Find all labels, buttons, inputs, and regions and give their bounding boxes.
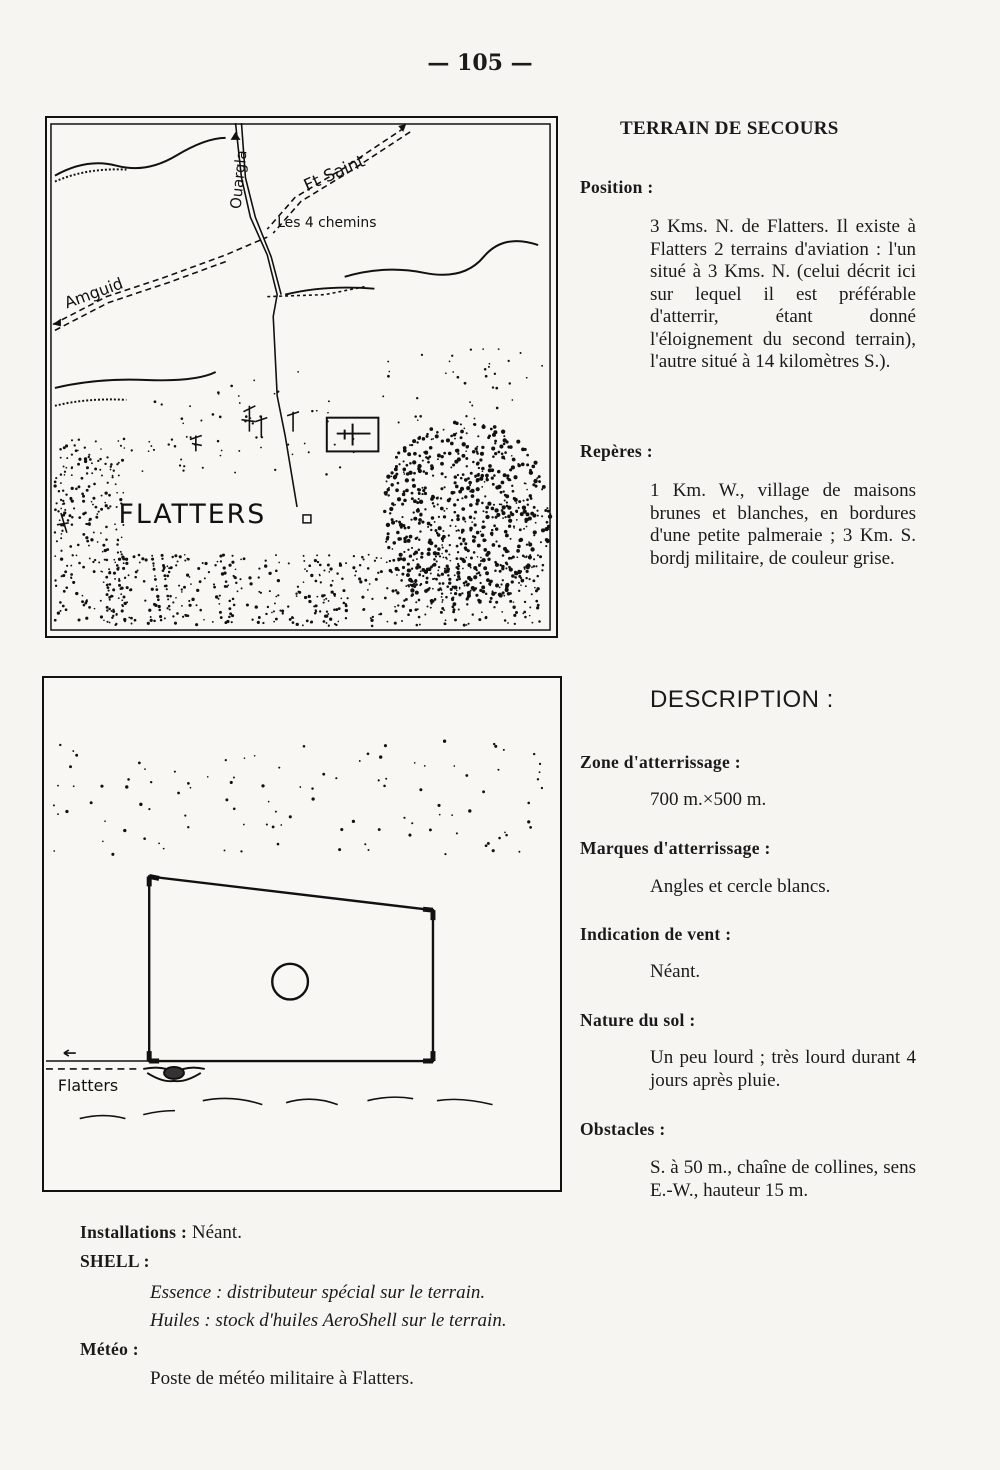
map-inner-frame	[51, 124, 550, 630]
marques-value: Angles et cercle blancs.	[650, 876, 831, 897]
label-ouargla: Ouargla	[226, 149, 251, 210]
marques-label: Marques d'atterrissage :	[580, 838, 771, 858]
description-title: DESCRIPTION :	[650, 686, 834, 713]
label-amguid: Amguid	[61, 273, 126, 313]
label-fort-saint: Ft Saint	[300, 150, 368, 196]
meteo-label: Météo :	[80, 1339, 139, 1359]
shell-emblem-icon	[143, 1067, 205, 1081]
position-text: 3 Kms. N. de Flatters. Il existe à Flatters 2 terrains d'aviation : l'un situé à 3 Kms. N. (celui décrit ici sur lequel il est préférable d'atterrir, étant donné l'éloignement du second terrain), l'autre situé à 14 kilomètres S.).	[650, 216, 916, 372]
arrow-north	[231, 132, 241, 140]
vent-value: Néant.	[650, 961, 701, 982]
sol-value: Un peu lourd ; très lourd durant 4 jours après pluie.	[650, 1047, 916, 1091]
landing-field-outline	[149, 876, 433, 1061]
vent-label: Indication de vent :	[580, 924, 732, 944]
location-map	[45, 116, 558, 638]
section-title-terrain: TERRAIN DE SECOURS	[620, 118, 839, 139]
installations-value: Néant.	[191, 1222, 242, 1243]
essence-label: Essence :	[150, 1282, 223, 1303]
plane-icon	[337, 424, 371, 446]
landing-circle-marker	[272, 964, 308, 1000]
label-flatters-town: FLATTERS	[118, 498, 267, 530]
huiles-label: Huiles	[150, 1310, 200, 1331]
zone-value: 700 m.×500 m.	[650, 789, 767, 810]
field-plan-map	[42, 676, 562, 1192]
field-plan-drawing	[44, 678, 560, 1190]
label-les-4-chemins: Les 4 chemins	[277, 215, 377, 232]
reperes-text: 1 Km. W., village de maisons brunes et blanches, en bordures d'une petite palmeraie ; 3 Km. S. bordj militaire, de couleur grise.	[650, 480, 916, 569]
arrow-to-flatters	[64, 1050, 76, 1056]
page-number: — 105 —	[427, 50, 533, 76]
dune-dots	[53, 740, 543, 856]
installations-label: Installations :	[80, 1222, 188, 1242]
essence-value: distributeur spécial sur le terrain.	[227, 1282, 486, 1303]
huiles-value: : stock d'huiles AeroShell sur le terrain.	[204, 1310, 507, 1331]
zone-label: Zone d'atterrissage :	[580, 752, 741, 772]
hill-lines	[80, 1097, 493, 1118]
shell-label: SHELL :	[80, 1251, 150, 1271]
fort-icon	[303, 515, 311, 523]
reperes-label: Repères :	[580, 441, 653, 461]
location-map-drawing	[47, 118, 556, 636]
position-label: Position :	[580, 177, 654, 197]
label-flatters: Flatters	[57, 1075, 119, 1095]
arrow-west	[53, 318, 61, 326]
hill-ridges	[55, 138, 538, 406]
obstacles-value: S. à 50 m., chaîne de collines, sens E.-W., hauteur 15 m.	[650, 1157, 916, 1201]
sand-dots	[53, 348, 552, 627]
meteo-value: Poste de météo militaire à Flatters.	[150, 1368, 414, 1389]
sol-label: Nature du sol :	[580, 1010, 696, 1030]
obstacles-label: Obstacles :	[580, 1119, 666, 1139]
